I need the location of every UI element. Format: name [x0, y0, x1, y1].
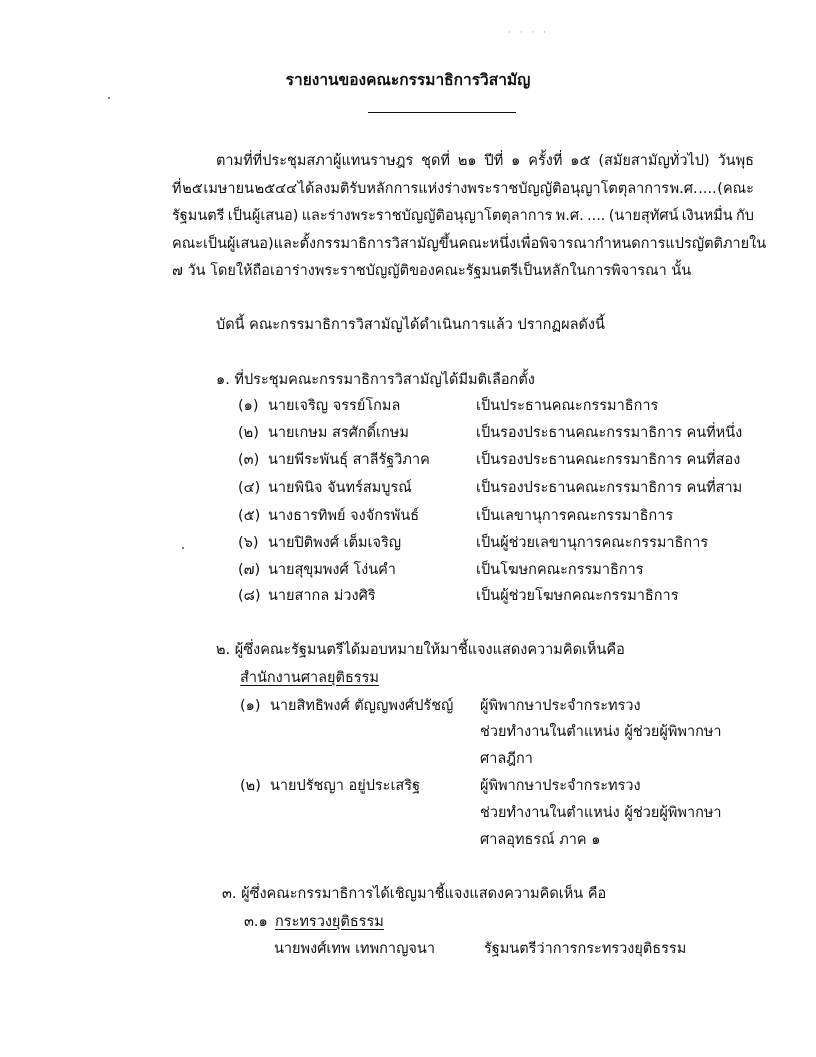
intro-word: เงินหมื่น [681, 208, 733, 224]
intro-line [172, 203, 754, 231]
intro-word: ๗ [172, 263, 183, 279]
intro-line [172, 258, 754, 286]
intro-word: และร่างพระราชบัญญัติอนุญาโตตุลาการ [301, 208, 553, 224]
member-role: เป็นเลขานุการคณะกรรมาธิการ [476, 508, 674, 524]
title-underline [368, 112, 516, 113]
member-role: เป็นผู้ช่วยโฆษกคณะกรรมาธิการ [476, 588, 679, 604]
section3-heading: ๓. ผู้ซึ่งคณะกรรมาธิการได้เชิญมาชี้แจงแสดงความคิดเห็น คือ [222, 886, 607, 902]
section2-heading: ๒. ผู้ซึ่งคณะรัฐมนตรีได้มอบหมายให้มาชี้แจงแสดงความคิดเห็นคือ [216, 642, 625, 658]
invitee-role: รัฐมนตรีว่าการกระทรวงยุติธรรม [484, 941, 687, 957]
intro-word: ตามที่ที่ประชุมสภาผู้แทนราษฎร [216, 153, 414, 169]
intro-word: นั้น [671, 263, 692, 279]
representative-number: (๒) [240, 778, 261, 794]
status-sentence: บัดนี้ คณะกรรมาธิการวิสามัญได้ดำเนินการแล้ว ปรากฏผลดังนี้ [216, 317, 605, 333]
member-name: นายเกษม สรศักดิ์เกษม [268, 425, 409, 441]
representative-role: ศาลฎีกา [480, 751, 533, 767]
representative-role: ศาลอุทธรณ์ ภาค ๑ [480, 832, 601, 848]
member-role: เป็นรองประธานคณะกรรมาธิการ คนที่หนึ่ง [476, 425, 743, 441]
intro-line [172, 148, 754, 176]
intro-word: กับ [735, 208, 754, 224]
member-name: นายพีระพันธุ์ สาลีรัฐวิภาค [268, 452, 430, 468]
subsection-number: ๓.๑ [244, 914, 268, 930]
member-role: เป็นประธานคณะกรรมาธิการ [476, 398, 659, 414]
intro-paragraph [172, 148, 767, 286]
member-role: เป็นรองประธานคณะกรรมาธิการ คนที่สอง [476, 452, 741, 468]
document-title: รายงานของคณะกรรมาธิการวิสามัญ [285, 71, 531, 89]
member-number: (๓) [238, 452, 260, 468]
representative-role: ผู้พิพากษาประจำกระทรวง [480, 698, 641, 714]
member-number: (๗) [238, 562, 261, 578]
intro-word: เมษายน [203, 180, 254, 197]
intro-word: ที่ [172, 180, 182, 197]
member-role: เป็นผู้ช่วยเลขานุการคณะกรรมาธิการ [476, 535, 709, 551]
intro-word: พ.ศ. [555, 208, 584, 224]
section1-heading: ๑. ที่ประชุมคณะกรรมาธิการวิสามัญได้มีมติเลือกตั้ง [216, 372, 535, 388]
member-number: (๕) [238, 508, 261, 524]
intro-word: โดยให้ถือเอาร่างพระราชบัญญัติของคณะรัฐมนตรีเป็นหลักในการพิจารณา [210, 263, 667, 279]
member-name: นายเจริญ จรรย์โกมล [268, 398, 401, 414]
intro-word: ปีที่ [484, 153, 504, 169]
member-name: นายพินิจ จันทร์สมบูรณ์ [268, 480, 412, 496]
intro-word: คณะ [172, 235, 203, 252]
intro-word: .... [698, 180, 717, 197]
member-number: (๒) [238, 425, 259, 441]
member-name: นายปิติพงศ์ เต็มเจริญ [268, 535, 402, 551]
member-name: นางธารทิพย์ จงจักรพันธ์ [268, 508, 420, 524]
intro-line [172, 231, 767, 259]
representative-role: ช่วยทำงานในตำแหน่ง ผู้ช่วยผู้พิพากษา [480, 724, 722, 740]
intro-word: ครั้งที่ [528, 153, 563, 169]
member-number: (๘) [238, 588, 261, 604]
intro-word: .... [586, 208, 606, 224]
intro-word: ชุดที่ [421, 153, 450, 169]
intro-line [172, 176, 754, 204]
scan-speck [182, 547, 184, 549]
member-number: (๔) [238, 480, 261, 496]
intro-word: ๒๕ [182, 180, 203, 197]
intro-word: ๑๕ [570, 153, 591, 169]
intro-word: พ.ศ. [669, 180, 698, 197]
intro-word: ได้ลงมติรับหลักการแห่งร่างพระราชบัญญัติอนุญาโตตุลาการ [297, 180, 669, 197]
intro-word: วัน [187, 263, 206, 279]
representative-name: นายสิทธิพงศ์ ตัญญพงศ์ปรัชญ์ [270, 698, 454, 714]
representative-role: ช่วยทำงานในตำแหน่ง ผู้ช่วยผู้พิพากษา [480, 805, 722, 821]
member-number: (๑) [238, 398, 259, 414]
member-name: นายสุขุมพงศ์ โง่นคำ [268, 562, 396, 578]
intro-word: ๑ [511, 153, 521, 169]
scan-speck [108, 97, 110, 99]
intro-word: กำหนดการแปรญัตติภายใน [594, 235, 767, 252]
intro-word: เป็นผู้เสนอ) [202, 235, 274, 252]
representative-name: นายปรัชญา อยู่ประเสริฐ [270, 778, 421, 794]
scan-artifact: · · · · [508, 28, 550, 38]
intro-word: และตั้งกรรมาธิการวิสามัญขึ้นคณะหนึ่งเพื่อพิจารณา [273, 235, 595, 252]
intro-word: ๒๑ [457, 153, 477, 169]
representative-role: ผู้พิพากษาประจำกระทรวง [480, 778, 641, 794]
intro-word: (คณะ [717, 180, 754, 197]
member-number: (๖) [238, 535, 259, 551]
invitee-name: นายพงศ์เทพ เทพกาญจนา [274, 941, 435, 957]
member-role: เป็นโฆษกคณะกรรมาธิการ [476, 562, 644, 578]
agency-label: สำนักงานศาลยุติธรรม [240, 670, 379, 686]
intro-word: เป็นผู้เสนอ) [227, 208, 299, 224]
intro-word: (นายสุทัศน์ [608, 208, 679, 224]
intro-word: ๒๕๔๔ [254, 180, 298, 197]
member-role: เป็นรองประธานคณะกรรมาธิการ คนที่สาม [476, 480, 743, 496]
subsection-label: กระทรวงยุติธรรม [275, 914, 384, 930]
intro-word: (สมัยสามัญทั่วไป) [598, 153, 710, 169]
member-name: นายสากล ม่วงศิริ [268, 588, 376, 604]
intro-word: รัฐมนตรี [172, 208, 225, 224]
representative-number: (๑) [240, 698, 261, 714]
intro-word: วันพุธ [717, 153, 754, 169]
